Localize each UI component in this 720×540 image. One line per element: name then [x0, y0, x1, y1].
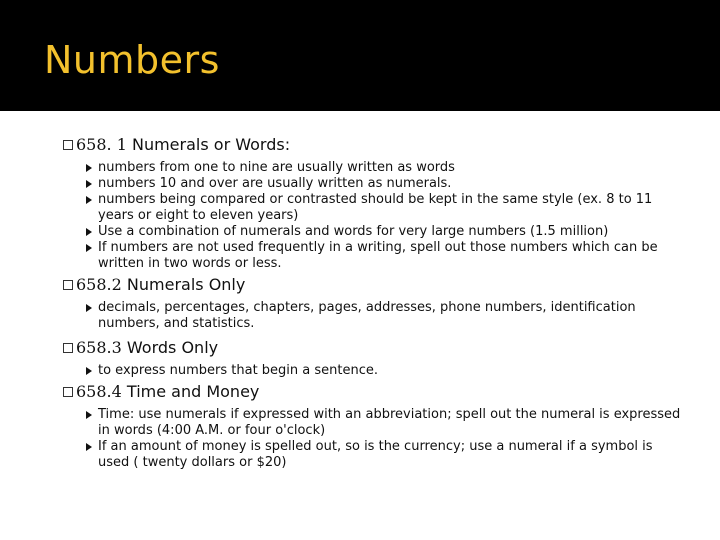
triangle-bullet-icon [86, 164, 92, 172]
section-heading [76, 338, 720, 358]
section-658-3 [0, 338, 720, 379]
list-item [98, 160, 684, 176]
triangle-bullet-icon [86, 180, 92, 188]
section-label: Numerals or Words: [131, 135, 291, 154]
section-number: 658.3 [76, 338, 122, 357]
section-label: Words Only [126, 338, 219, 357]
checkbox-bullet-icon [63, 343, 73, 353]
sub-list [0, 160, 720, 272]
list-item-text: decimals, percentages, chapters, pages, addresses, phone numbers, identification numbers, and statistics. [98, 300, 636, 331]
section-658-2 [0, 275, 720, 332]
title-bar [0, 0, 720, 111]
slide-body [0, 111, 720, 540]
triangle-bullet-icon [86, 196, 92, 204]
section-658-4 [0, 382, 720, 471]
list-item-text: If numbers are not used frequently in a writing, spell out those numbers which can be written in two words or less. [98, 240, 658, 271]
content-list [0, 135, 720, 471]
list-item [98, 300, 684, 332]
triangle-bullet-icon [86, 244, 92, 252]
section-heading [76, 135, 720, 155]
section-658-1 [0, 135, 720, 272]
list-item-text: Use a combination of numerals and words for very large numbers (1.5 million) [98, 224, 609, 239]
sub-list [0, 407, 720, 471]
triangle-bullet-icon [86, 411, 92, 419]
triangle-bullet-icon [86, 443, 92, 451]
list-item [98, 240, 684, 272]
list-item-text: numbers being compared or contrasted should be kept in the same style (ex. 8 to 11 years or eight to eleven years) [98, 192, 653, 223]
section-number: 658.4 [76, 382, 122, 401]
checkbox-bullet-icon [63, 387, 73, 397]
list-item [98, 224, 684, 240]
triangle-bullet-icon [86, 228, 92, 236]
list-item-text: numbers from one to nine are usually written as words [98, 160, 455, 175]
list-item [98, 407, 684, 439]
checkbox-bullet-icon [63, 280, 73, 290]
sub-list [0, 363, 720, 379]
section-number: 658.2 [76, 275, 122, 294]
list-item-text: Time: use numerals if expressed with an abbreviation; spell out the numeral is expressed in words (4:00 A.M. or four o'clock) [98, 407, 681, 438]
sub-list [0, 300, 720, 332]
list-item [98, 176, 684, 192]
section-heading [76, 382, 720, 402]
section-number: 658. 1 [76, 135, 127, 154]
list-item-text: to express numbers that begin a sentence. [98, 363, 379, 378]
list-item [98, 439, 684, 471]
list-item [98, 192, 684, 224]
triangle-bullet-icon [86, 304, 92, 312]
section-label: Numerals Only [126, 275, 246, 294]
triangle-bullet-icon [86, 367, 92, 375]
section-label: Time and Money [126, 382, 260, 401]
list-item [98, 363, 684, 379]
list-item-text: If an amount of money is spelled out, so is the currency; use a numeral if a symbol is used ( twenty dollars or $20) [98, 439, 653, 470]
section-heading [76, 275, 720, 295]
list-item-text: numbers 10 and over are usually written as numerals. [98, 176, 452, 191]
slide-title: Numbers [44, 38, 220, 82]
checkbox-bullet-icon [63, 140, 73, 150]
